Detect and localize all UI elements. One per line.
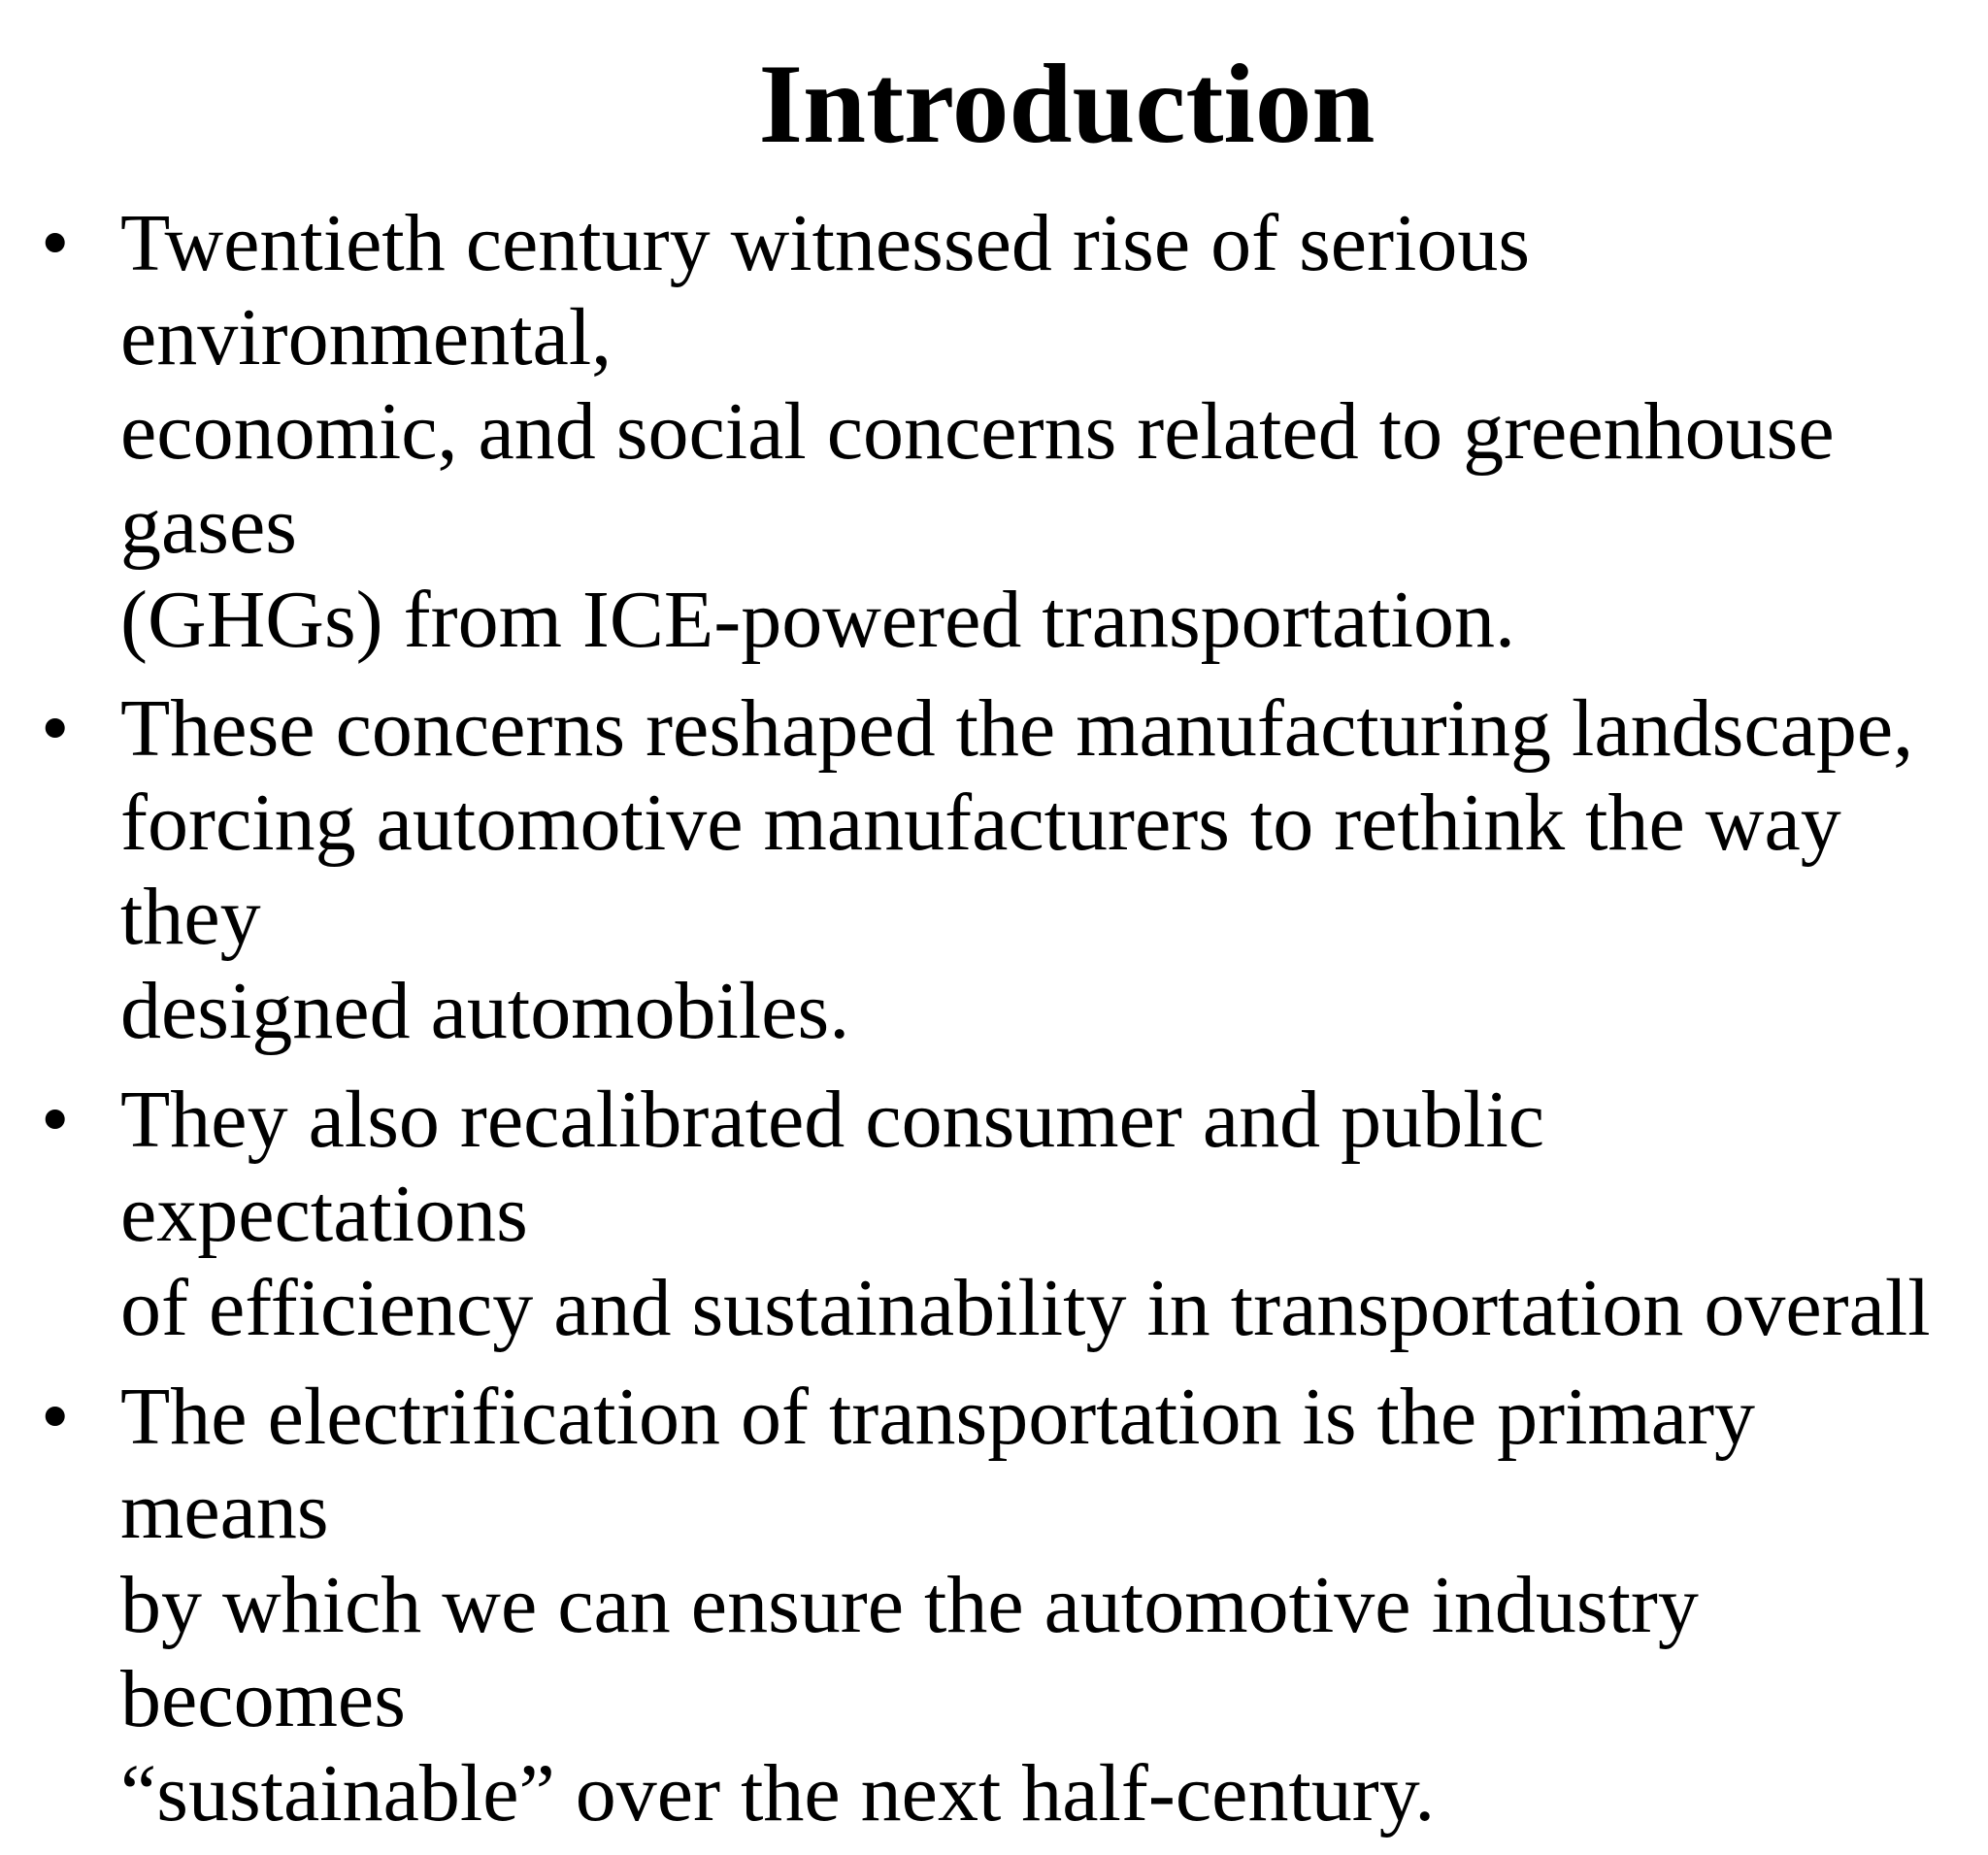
bullet-line: of efficiency and sustainability in transportation overall (120, 1263, 1931, 1353)
bullet-item (0, 196, 1988, 667)
bullet-line: Twentieth century witnessed rise of serious environmental, (120, 198, 1531, 382)
bullet-line: (GHGs) from ICE-powered transportation. (120, 575, 1515, 665)
bullet-item (0, 1073, 1988, 1355)
bullet-line: designed automobiles. (120, 966, 850, 1056)
bullet-icon: • (41, 198, 70, 288)
bullet-icon: • (41, 683, 70, 774)
bullet-line: They also recalibrated consumer and public expectations (120, 1075, 1545, 1259)
bullet-line: forcing automotive manufacturers to rethink the way they (120, 778, 1841, 962)
bullet-item (0, 1370, 1988, 1840)
bullet-line: by which we can ensure the automotive industry becomes (120, 1560, 1699, 1744)
bullet-line: The electrification of transportation is the primary means (120, 1372, 1756, 1556)
page-title: Introduction (758, 42, 1375, 167)
bullet-list (0, 196, 1988, 1855)
bullet-icon: • (41, 1372, 70, 1462)
title-container (0, 37, 1988, 173)
bullet-line: economic, and social concerns related to greenhouse gases (120, 386, 1835, 571)
bullet-line: “sustainable” over the next half-century. (120, 1748, 1436, 1838)
bullet-icon: • (41, 1075, 70, 1165)
bullet-item (0, 681, 1988, 1058)
bullet-line: These concerns reshaped the manufacturing landscape, (120, 683, 1914, 774)
